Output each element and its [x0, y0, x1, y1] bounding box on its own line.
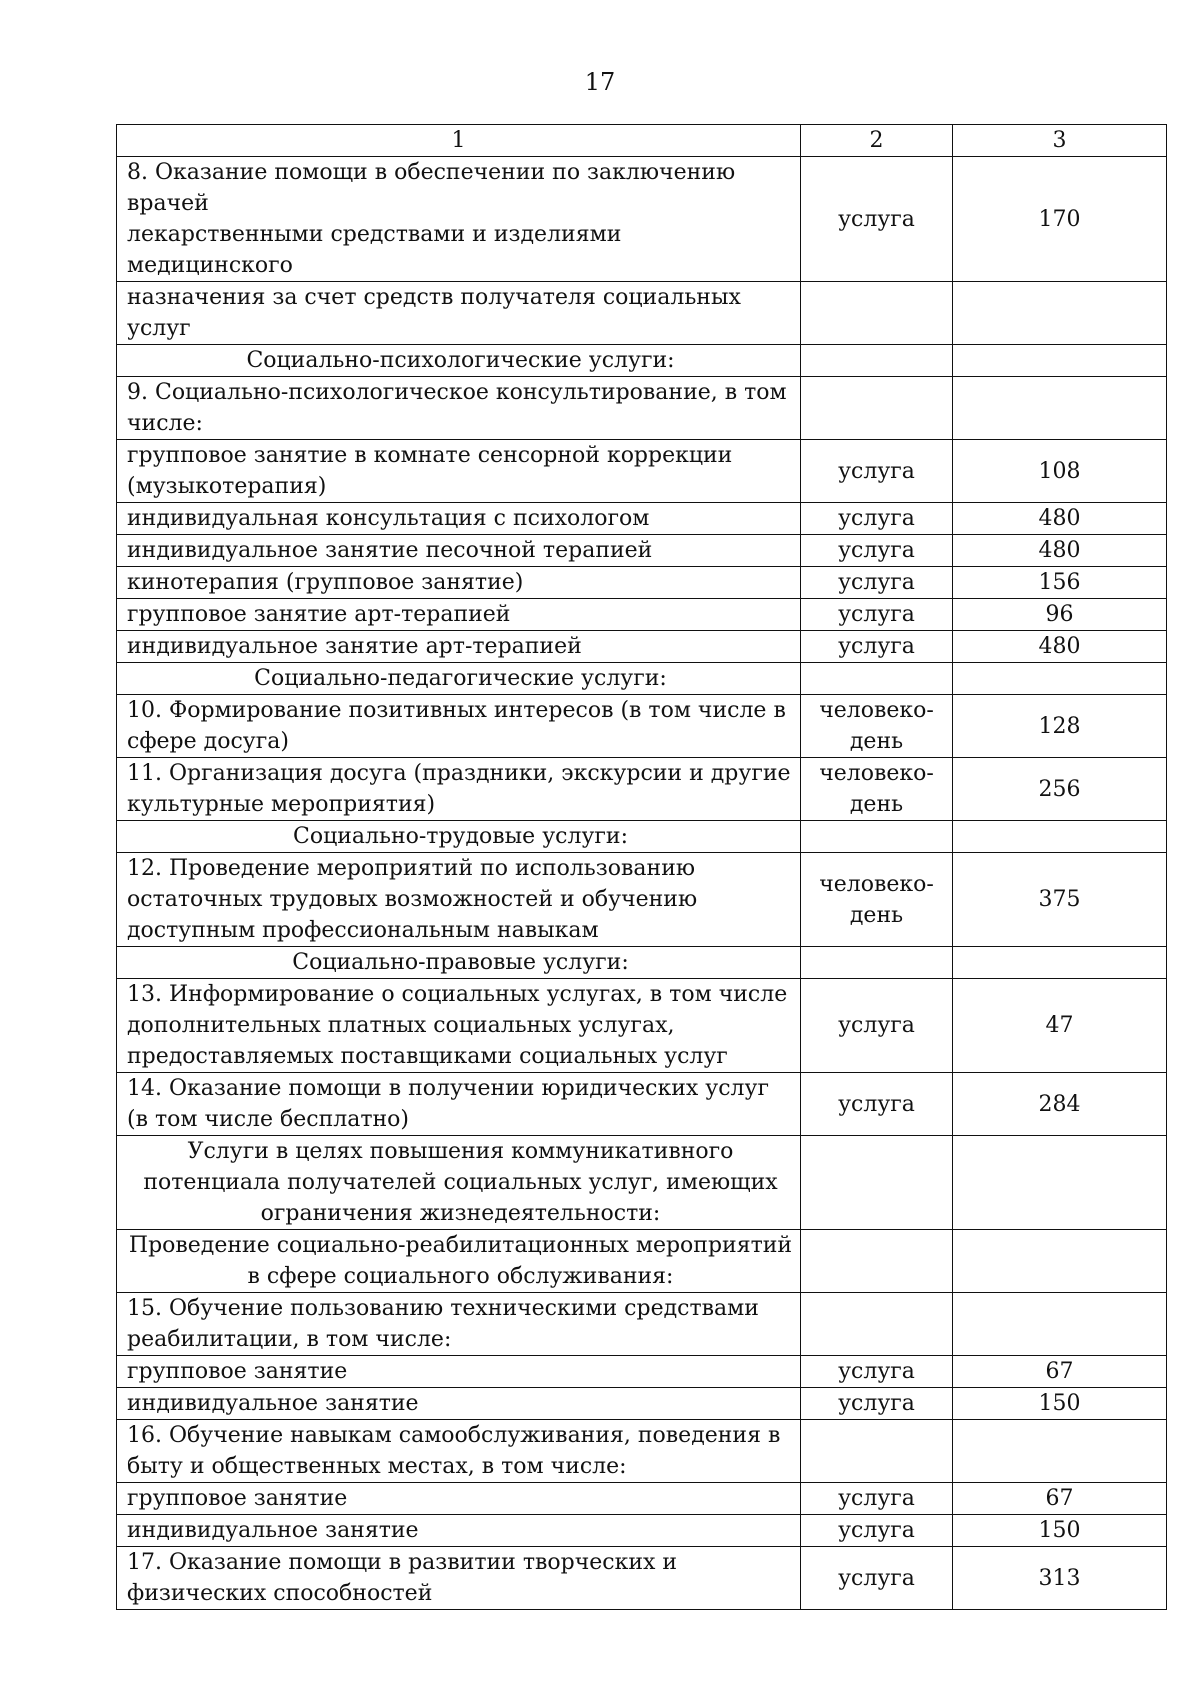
service-description: кинотерапия (групповое занятие)	[117, 567, 801, 599]
unit-of-measure: человеко-день	[801, 758, 953, 821]
header-col-3: 3	[953, 125, 1167, 157]
service-description: назначения за счет средств получателя социальных услуг	[117, 282, 801, 345]
table-row	[117, 440, 1167, 503]
table-row	[117, 535, 1167, 567]
service-description	[117, 157, 801, 282]
norm-value: 47	[953, 979, 1167, 1073]
section-heading: Социально-трудовые услуги:	[117, 821, 801, 853]
norm-value: 156	[953, 567, 1167, 599]
table-row	[117, 1483, 1167, 1515]
unit-of-measure: услуга	[801, 979, 953, 1073]
unit-of-measure	[801, 377, 953, 440]
unit-of-measure: человеко-день	[801, 695, 953, 758]
unit-of-measure: услуга	[801, 157, 953, 282]
service-description: 14. Оказание помощи в получении юридических услуг (в том числе бесплатно)	[117, 1073, 801, 1136]
norm-value	[953, 345, 1167, 377]
norm-value: 150	[953, 1515, 1167, 1547]
section-heading: Социально-психологические услуги:	[117, 345, 801, 377]
section-row	[117, 345, 1167, 377]
service-description: индивидуальная консультация с психологом	[117, 503, 801, 535]
table-row	[117, 567, 1167, 599]
table-row	[117, 758, 1167, 821]
norm-value: 170	[953, 157, 1167, 282]
norm-value	[953, 947, 1167, 979]
service-description: 12. Проведение мероприятий по использованию остаточных трудовых возможностей и обучению доступным профессиональным навыкам	[117, 853, 801, 947]
norm-value: 284	[953, 1073, 1167, 1136]
table-row	[117, 1293, 1167, 1356]
section-heading: Социально-правовые услуги:	[117, 947, 801, 979]
service-description: индивидуальное занятие песочной терапией	[117, 535, 801, 567]
service-description: 9. Социально-психологическое консультирование, в том числе:	[117, 377, 801, 440]
service-description: групповое занятие	[117, 1356, 801, 1388]
unit-of-measure	[801, 947, 953, 979]
norm-value: 480	[953, 535, 1167, 567]
section-heading: Социально-педагогические услуги:	[117, 663, 801, 695]
header-col-2: 2	[801, 125, 953, 157]
table-row	[117, 1356, 1167, 1388]
table-row	[117, 853, 1167, 947]
header-col-1: 1	[117, 125, 801, 157]
norm-value: 480	[953, 631, 1167, 663]
table-row	[117, 979, 1167, 1073]
table-row	[117, 1420, 1167, 1483]
table-row	[117, 377, 1167, 440]
service-description: индивидуальное занятие	[117, 1515, 801, 1547]
section-row	[117, 1230, 1167, 1293]
service-description: 16. Обучение навыкам самообслуживания, поведения в быту и общественных местах, в том числе:	[117, 1420, 801, 1483]
norm-value: 96	[953, 599, 1167, 631]
unit-of-measure: услуга	[801, 1483, 953, 1515]
service-description: групповое занятие арт-терапией	[117, 599, 801, 631]
table-row	[117, 695, 1167, 758]
unit-of-measure	[801, 663, 953, 695]
norm-value	[953, 377, 1167, 440]
service-description: индивидуальное занятие арт-терапией	[117, 631, 801, 663]
unit-of-measure: услуга	[801, 599, 953, 631]
unit-of-measure: услуга	[801, 503, 953, 535]
unit-of-measure	[801, 345, 953, 377]
service-description: групповое занятие в комнате сенсорной коррекции (музыкотерапия)	[117, 440, 801, 503]
unit-of-measure	[801, 821, 953, 853]
service-description: 15. Обучение пользованию техническими средствами реабилитации, в том числе:	[117, 1293, 801, 1356]
service-description: 17. Оказание помощи в развитии творческих и физических способностей	[117, 1547, 801, 1610]
norm-value: 108	[953, 440, 1167, 503]
unit-of-measure	[801, 1420, 953, 1483]
norm-value	[953, 1136, 1167, 1230]
table-row	[117, 1388, 1167, 1420]
table-row	[117, 631, 1167, 663]
unit-of-measure: услуга	[801, 535, 953, 567]
norm-value: 256	[953, 758, 1167, 821]
unit-of-measure: услуга	[801, 1547, 953, 1610]
unit-of-measure: услуга	[801, 440, 953, 503]
service-description: групповое занятие	[117, 1483, 801, 1515]
table-row	[117, 1073, 1167, 1136]
norm-value: 480	[953, 503, 1167, 535]
unit-of-measure: человеко-день	[801, 853, 953, 947]
section-heading: Проведение социально-реабилитационных мероприятий в сфере социального обслуживания:	[117, 1230, 801, 1293]
unit-of-measure	[801, 1136, 953, 1230]
norm-value: 313	[953, 1547, 1167, 1610]
table-row	[117, 282, 1167, 345]
service-description: 10. Формирование позитивных интересов (в том числе в сфере досуга)	[117, 695, 801, 758]
service-description: 13. Информирование о социальных услугах, в том числе дополнительных платных социальных услугах, предоставляемых поставщиками социальных услуг	[117, 979, 801, 1073]
norm-value: 375	[953, 853, 1167, 947]
unit-of-measure: услуга	[801, 1515, 953, 1547]
service-description: 11. Организация досуга (праздники, экскурсии и другие культурные мероприятия)	[117, 758, 801, 821]
service-description: индивидуальное занятие	[117, 1388, 801, 1420]
service-description-line: 8. Оказание помощи в обеспечении по заключению врачей	[127, 160, 736, 216]
norm-value	[953, 663, 1167, 695]
section-row	[117, 1136, 1167, 1230]
unit-of-measure: услуга	[801, 1356, 953, 1388]
norm-value	[953, 1230, 1167, 1293]
unit-of-measure: услуга	[801, 1388, 953, 1420]
norm-value: 67	[953, 1483, 1167, 1515]
table-row	[117, 157, 1167, 282]
norm-value	[953, 1420, 1167, 1483]
table-row	[117, 503, 1167, 535]
unit-of-measure: услуга	[801, 567, 953, 599]
norm-value	[953, 821, 1167, 853]
unit-of-measure	[801, 1230, 953, 1293]
unit-of-measure: услуга	[801, 1073, 953, 1136]
table-row	[117, 1547, 1167, 1610]
services-table-body	[117, 125, 1167, 1610]
unit-of-measure	[801, 1293, 953, 1356]
header-row	[117, 125, 1167, 157]
norm-value: 67	[953, 1356, 1167, 1388]
services-table	[116, 124, 1167, 1610]
norm-value	[953, 282, 1167, 345]
page-number: 17	[584, 68, 616, 96]
norm-value: 128	[953, 695, 1167, 758]
table-row	[117, 1515, 1167, 1547]
table-row	[117, 599, 1167, 631]
section-row	[117, 821, 1167, 853]
section-row	[117, 947, 1167, 979]
unit-of-measure	[801, 282, 953, 345]
norm-value	[953, 1293, 1167, 1356]
service-description-line: лекарственными средствами и изделиями медицинского	[127, 222, 622, 278]
norm-value: 150	[953, 1388, 1167, 1420]
unit-of-measure: услуга	[801, 631, 953, 663]
section-row	[117, 663, 1167, 695]
section-heading: Услуги в целях повышения коммуникативного потенциала получателей социальных услуг, имеющих ограничения жизнедеятельности:	[117, 1136, 801, 1230]
